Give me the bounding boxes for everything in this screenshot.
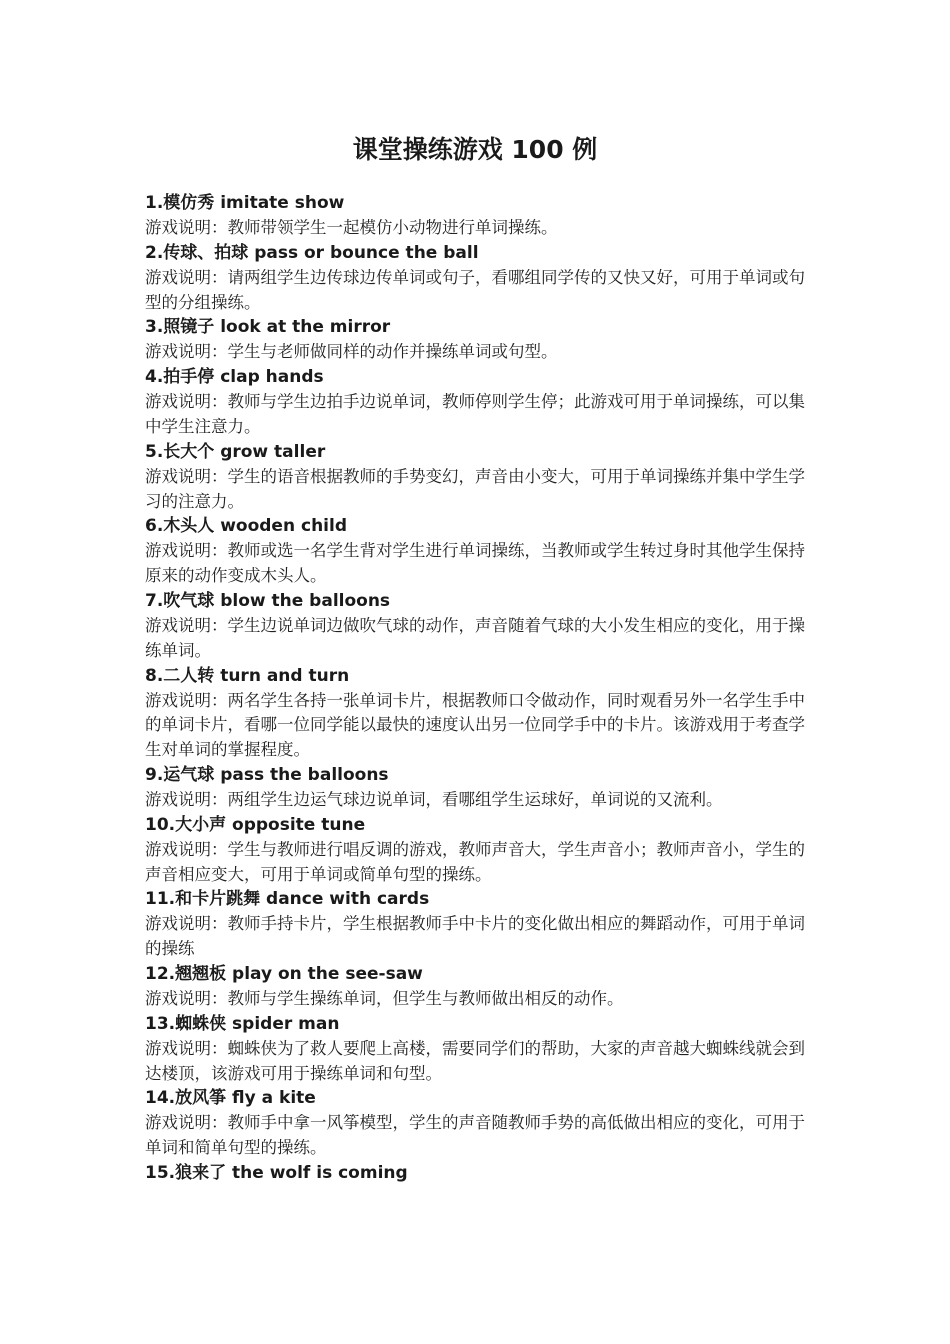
game-item <box>145 962 810 1012</box>
game-description: 游戏说明：蜘蛛侠为了救人要爬上高楼，需要同学们的帮助，大家的声音越大蜘蛛线就会到达楼顶，该游戏可用于操练单词和句型。 <box>145 1038 805 1083</box>
game-heading: 9.运气球 pass the balloons <box>145 764 389 785</box>
game-heading: 2.传球、拍球 pass or bounce the ball <box>145 242 479 263</box>
game-heading: 10.大小声 opposite tune <box>145 814 366 835</box>
game-item <box>145 813 810 888</box>
game-list <box>145 191 810 1186</box>
game-item <box>145 241 810 316</box>
game-item <box>145 887 810 962</box>
game-description: 游戏说明：两组学生边运气球边说单词，看哪组学生运球好，单词说的又流利。 <box>145 789 723 809</box>
game-heading: 7.吹气球 blow the balloons <box>145 590 391 611</box>
game-description: 游戏说明：教师与学生边拍手边说单词，教师停则学生停；此游戏可用于单词操练，可以集中学生注意力。 <box>145 392 805 436</box>
game-description: 游戏说明：教师手持卡片，学生根据教师手中卡片的变化做出相应的舞蹈动作，可用于单词的操练 <box>145 914 805 959</box>
game-description: 游戏说明：教师带领学生一起模仿小动物进行单词操练。 <box>145 218 558 237</box>
game-item <box>145 514 810 589</box>
game-heading: 3.照镜子 look at the mirror <box>145 317 391 338</box>
game-item <box>145 365 810 440</box>
game-heading: 5.长大个 grow taller <box>145 441 326 462</box>
game-description: 游戏说明：学生的语音根据教师的手势变幻，声音由小变大，可用于单词操练并集中学生学习的注意力。 <box>145 466 805 511</box>
game-heading: 8.二人转 turn and turn <box>145 665 350 686</box>
game-description: 游戏说明：请两组学生边传球边传单词或句子，看哪组同学传的又快又好，可用于单词或句型的分组操练。 <box>145 267 805 312</box>
game-description: 游戏说明：两名学生各持一张单词卡片，根据教师口令做动作，同时观看另外一名学生手中的单词卡片，看哪一位同学能以最快的速度认出另一位同学手中的卡片。该游戏用于考查学生对单词的掌握程度。 <box>145 690 805 760</box>
game-item <box>145 315 810 365</box>
game-item <box>145 664 810 763</box>
game-heading: 13.蜘蛛侠 spider man <box>145 1013 340 1034</box>
game-heading: 14.放风筝 fly a kite <box>145 1088 316 1109</box>
game-description: 游戏说明：学生与教师进行唱反调的游戏，教师声音大，学生声音小；教师声音小，学生的声音相应变大，可用于单词或简单句型的操练。 <box>145 839 805 884</box>
game-description: 游戏说明：教师与学生操练单词，但学生与教师做出相反的动作。 <box>145 988 624 1008</box>
game-item <box>145 191 810 241</box>
game-heading: 11.和卡片跳舞 dance with cards <box>145 889 430 910</box>
game-item <box>145 589 810 664</box>
game-heading: 15.狼来了 the wolf is coming <box>145 1162 408 1183</box>
game-item <box>145 1161 810 1186</box>
game-item <box>145 763 810 813</box>
game-heading: 12.翘翘板 play on the see-saw <box>145 963 423 984</box>
game-heading: 6.木头人 wooden child <box>145 516 347 537</box>
game-description: 游戏说明：学生边说单词边做吹气球的动作，声音随着气球的大小发生相应的变化，用于操练单词。 <box>145 615 805 660</box>
game-heading: 1.模仿秀 imitate show <box>145 193 345 213</box>
game-item <box>145 440 810 515</box>
game-description: 游戏说明：教师或选一名学生背对学生进行单词操练，当教师或学生转过身时其他学生保持原来的动作变成木头人。 <box>145 541 805 586</box>
document-title: 课堂操练游戏 100 例 <box>352 135 598 164</box>
game-item <box>145 1012 810 1087</box>
game-heading: 4.拍手停 clap hands <box>145 367 324 388</box>
game-item <box>145 1086 810 1161</box>
game-description: 游戏说明：教师手中拿一风筝模型，学生的声音随教师手势的高低做出相应的变化，可用于单词和简单句型的操练。 <box>145 1113 805 1158</box>
game-description: 游戏说明：学生与老师做同样的动作并操练单词或句型。 <box>145 342 558 362</box>
